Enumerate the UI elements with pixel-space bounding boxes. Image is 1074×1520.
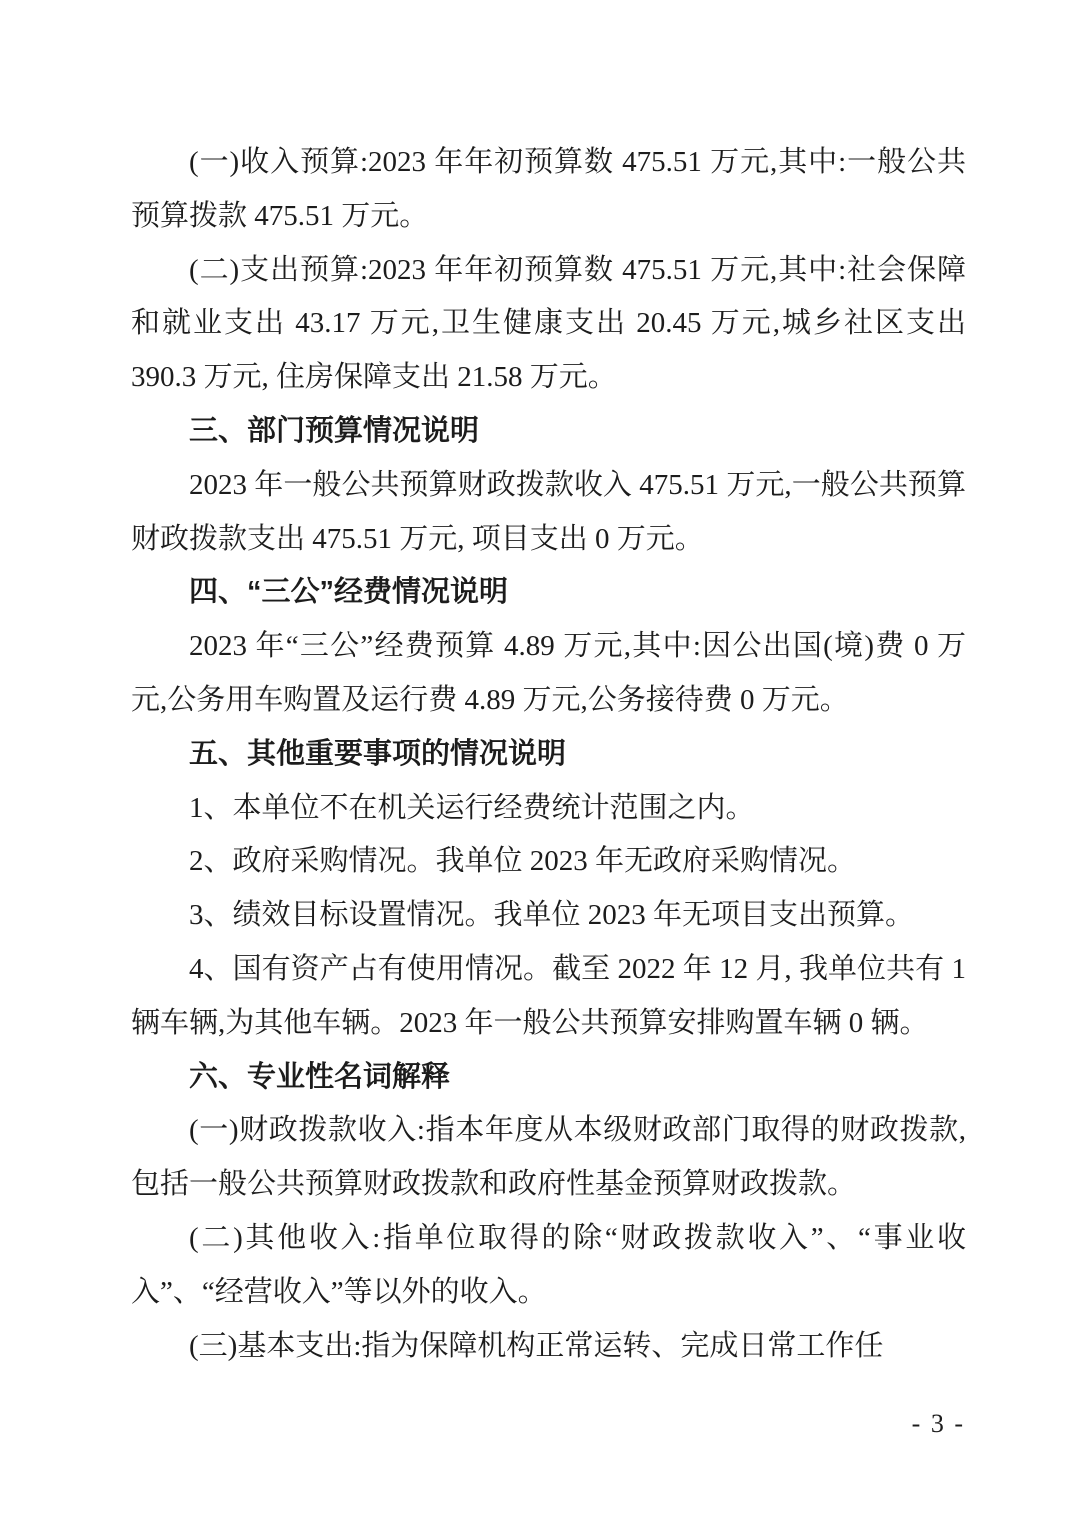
heading-section-3-department-budget: 三、部门预算情况说明 — [189, 414, 480, 447]
heading-section-6-terminology: 六、专业性名词解释 — [189, 1060, 451, 1093]
paragraph-term-fiscal-appropriation-income: (一)财政拨款收入:指本年度从本级财政部门取得的财政拨款, 包括一般公共预算财政拨款和政府性基金预算财政拨款。 — [131, 1114, 966, 1201]
paragraph-three-public-expenses: 2023 年“三公”经费预算 4.89 万元,其中:因公出国(境)费 0 万元,公务用车购置及运行费 4.89 万元,公务接待费 0 万元。 — [131, 630, 966, 716]
list-item-1-operating-expenses: 1、本单位不在机关运行经费统计范围之内。 — [189, 791, 755, 824]
paragraph-expenditure-budget: (二)支出预算:2023 年年初预算数 475.51 万元,其中:社会保障和就业支出 43.17 万元,卫生健康支出 20.45 万元,城乡社区支出 390.3 万元, 住房保障支出 21.58 万元。 — [131, 253, 966, 394]
heading-section-5-other-important-matters: 五、其他重要事项的情况说明 — [189, 737, 567, 770]
page-number: - 3 - — [911, 1409, 965, 1438]
list-item-3-performance-targets: 3、绩效目标设置情况。我单位 2023 年无项目支出预算。 — [189, 899, 915, 932]
document-body — [131, 136, 966, 1373]
paragraph-income-budget: (一)收入预算:2023 年年初预算数 475.51 万元,其中:一般公共预算拨款 475.51 万元。 — [131, 146, 966, 232]
list-item-4-state-owned-assets: 4、国有资产占有使用情况。截至 2022 年 12 月, 我单位共有 1 辆车辆,为其他车辆。2023 年一般公共预算安排购置车辆 0 辆。 — [131, 952, 966, 1039]
list-item-2-government-procurement: 2、政府采购情况。我单位 2023 年无政府采购情况。 — [189, 845, 857, 878]
paragraph-term-basic-expenditure: (三)基本支出:指为保障机构正常运转、完成日常工作任 — [189, 1329, 884, 1362]
paragraph-budget-overview: 2023 年一般公共预算财政拨款收入 475.51 万元,一般公共预算财政拨款支出 475.51 万元, 项目支出 0 万元。 — [131, 468, 966, 555]
heading-section-4-three-public-expenses: 四、“三公”经费情况说明 — [189, 576, 509, 609]
paragraph-term-other-income: (二)其他收入:指单位取得的除“财政拨款收入”、“事业收入”、“经营收入”等以外的收入。 — [131, 1221, 966, 1308]
